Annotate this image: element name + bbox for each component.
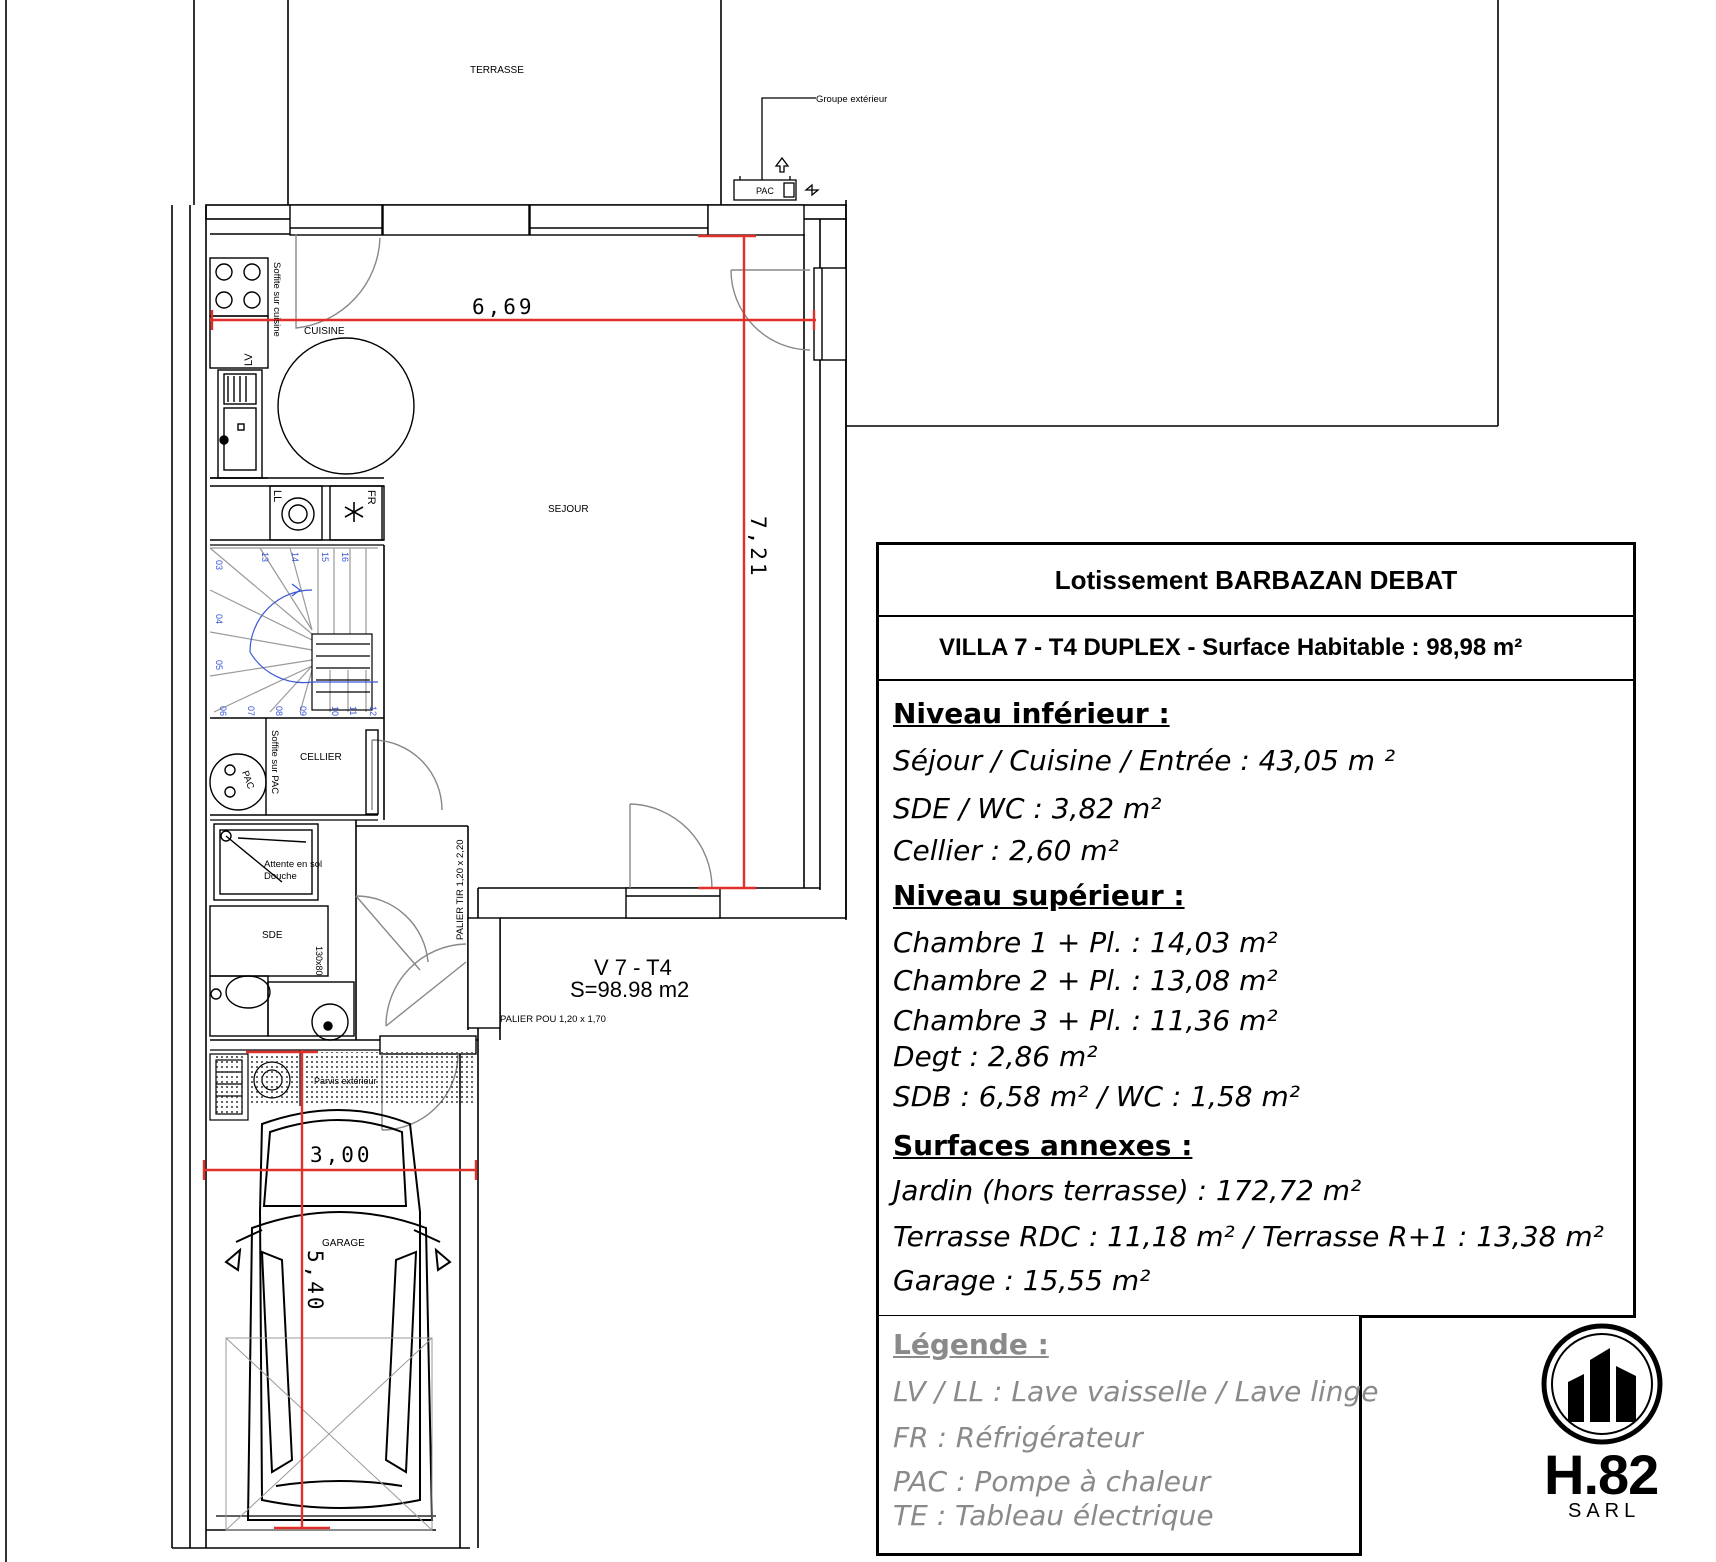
company-logo bbox=[1536, 1322, 1668, 1522]
kitchen-fixtures bbox=[210, 258, 414, 540]
sde-label: SDE bbox=[262, 930, 283, 941]
stair-step-number: 06 bbox=[218, 706, 228, 717]
soffite-pac-label: Soffite sur PAC bbox=[269, 730, 280, 795]
bac-label: 130x80 bbox=[314, 946, 324, 976]
lower-item-1: Séjour / Cuisine / Entrée : 43,05 m ² bbox=[893, 744, 1396, 777]
stair-step-number: 07 bbox=[246, 706, 256, 717]
dim-depth-garage: 5,40 bbox=[303, 1250, 327, 1313]
stair-step-number: 04 bbox=[214, 614, 224, 625]
upper-item-1: Chambre 1 + Pl. : 14,03 m² bbox=[893, 926, 1278, 959]
cellier-label: CELLIER bbox=[300, 752, 342, 763]
stair-step-number: 13 bbox=[260, 552, 270, 563]
windows bbox=[290, 205, 846, 1054]
parvis-area-left bbox=[214, 1056, 244, 1116]
upper-item-3: Chambre 3 + Pl. : 11,36 m² bbox=[893, 1004, 1278, 1037]
info-panel bbox=[876, 542, 1636, 1318]
pac-int-label: PAC bbox=[239, 769, 256, 791]
annex-item-3: Garage : 15,55 m² bbox=[893, 1264, 1151, 1297]
lower-item-2: SDE / WC : 3,82 m² bbox=[893, 792, 1162, 825]
dimension-lines bbox=[204, 236, 816, 1528]
stair-step-number: 05 bbox=[214, 660, 224, 671]
parvis-label: Parvis extérieur bbox=[314, 1076, 377, 1086]
dim-width-sejour: 6,69 bbox=[472, 295, 535, 319]
lv-label: LV bbox=[243, 353, 255, 366]
villa-subtitle: VILLA 7 - T4 DUPLEX - Surface Habitable : 98,98 m² bbox=[879, 617, 1633, 681]
dim-depth-sejour: 7,21 bbox=[746, 516, 770, 579]
fr-label: FR bbox=[365, 490, 377, 505]
annex-item-2: Terrasse RDC : 11,18 m² / Terrasse R+1 : 13,38 m² bbox=[893, 1220, 1604, 1253]
attente-label: Attente en sol bbox=[264, 859, 323, 870]
sejour-label: SEJOUR bbox=[548, 504, 589, 515]
stair-step-number: 14 bbox=[290, 552, 300, 563]
stair-step-number: 11 bbox=[348, 706, 358, 716]
staircase bbox=[210, 548, 378, 712]
project-title: Lotissement BARBAZAN DEBAT bbox=[879, 545, 1633, 617]
building-icon bbox=[1540, 1322, 1664, 1446]
upper-item-2: Chambre 2 + Pl. : 13,08 m² bbox=[893, 964, 1278, 997]
ll-label: LL bbox=[271, 490, 283, 503]
annex-heading: Surfaces annexes : bbox=[893, 1129, 1193, 1162]
upper-item-4: Degt : 2,86 m² bbox=[893, 1040, 1098, 1073]
garage-label: GARAGE bbox=[322, 1238, 365, 1249]
palier-pou-label: PALIER POU 1,20 x 1,70 bbox=[500, 1014, 606, 1025]
legend-item-1: LV / LL : Lave vaisselle / Lave linge bbox=[893, 1375, 1379, 1408]
stair-step-number: 15 bbox=[320, 552, 330, 563]
legend-item-3: PAC : Pompe à chaleur bbox=[893, 1465, 1211, 1498]
stair-step-number: 12 bbox=[368, 706, 378, 717]
upper-heading: Niveau supérieur : bbox=[893, 879, 1185, 912]
stair-step-number: 10 bbox=[330, 706, 340, 717]
heat-pump-unit bbox=[734, 98, 818, 200]
villa-surface-label: S=98.98 m2 bbox=[570, 977, 690, 1002]
legend-item-4: TE : Tableau électrique bbox=[893, 1499, 1214, 1532]
soffite-cuisine-label: Soffite sur cuisine bbox=[271, 262, 282, 337]
legend-item-2: FR : Réfrigérateur bbox=[893, 1421, 1143, 1454]
cellier-fixtures bbox=[210, 718, 378, 815]
stair-step-number: 09 bbox=[298, 706, 308, 717]
upper-item-5: SDB : 6,58 m² / WC : 1,58 m² bbox=[893, 1080, 1300, 1113]
palier-tir-label: PALIER TIR 1,20 x 2,20 bbox=[455, 839, 466, 940]
snowflake-icon bbox=[345, 502, 363, 522]
terrasse-label: TERRASSE bbox=[470, 65, 524, 76]
villa-tag-label: V 7 - T4 bbox=[594, 955, 672, 980]
legend-heading: Légende : bbox=[893, 1328, 1049, 1361]
logo-name: H.82 bbox=[1544, 1443, 1659, 1506]
stair-step-number: 03 bbox=[214, 560, 224, 571]
garage-door-box bbox=[226, 1338, 432, 1530]
surfaces-body bbox=[879, 681, 1633, 1311]
lower-item-3: Cellier : 2,60 m² bbox=[893, 834, 1119, 867]
logo-sub: SARL bbox=[1568, 1500, 1641, 1522]
douche-label: Douche bbox=[264, 871, 297, 882]
annex-item-1: Jardin (hors terrasse) : 172,72 m² bbox=[893, 1174, 1362, 1207]
legend-panel bbox=[876, 1316, 1379, 1556]
pac-ext-label: PAC bbox=[756, 186, 774, 196]
stair-step-number: 08 bbox=[274, 706, 284, 717]
stair-step-number: 16 bbox=[340, 552, 350, 563]
car-icon bbox=[226, 1110, 450, 1520]
dim-width-garage: 3,00 bbox=[310, 1143, 373, 1167]
cuisine-label: CUISINE bbox=[304, 326, 345, 337]
groupe-label: Groupe extérieur bbox=[816, 94, 888, 105]
lower-heading: Niveau inférieur : bbox=[893, 697, 1170, 730]
